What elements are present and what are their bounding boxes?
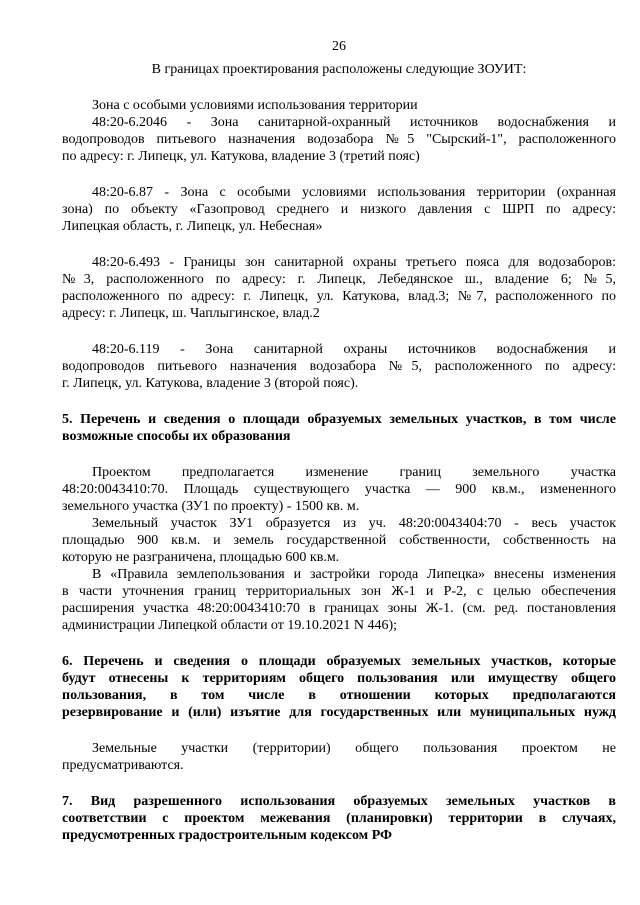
zone3-line: №3, расположенного по адресу: г. Липецк, Лебедянское ш., владение 6; №5,: [62, 272, 616, 287]
zone4-line: водопроводов питьевого назначения водозабора №5, расположенного по адресу:: [62, 359, 616, 374]
section6-heading: резервирование и (или) изъятие для государственных или муниципальных нужд: [62, 705, 616, 720]
section6-heading: 6. Перечень и сведения о площади образуемых земельных участков, которые: [62, 654, 616, 669]
zone2-line: зона) по объекту «Газопровод среднего и низкого давления с ШРП по адресу:: [62, 202, 616, 217]
section7-heading: предусмотренных градостроительным кодексом РФ: [62, 828, 393, 843]
section5-heading: 5. Перечень и сведения о площади образуемых земельных участков, в том числе: [62, 412, 616, 427]
zone3-line: адресу: г. Липецк, ш. Чаплыгинское, влад.2: [62, 306, 320, 321]
section5-para2-line: площадью 900 кв.м. и земель государственной собственности, собственность на: [62, 533, 616, 548]
intro-text: В границах проектирования расположены следующие ЗОУИТ:: [151, 62, 527, 77]
section5-para1-line: Проектом предполагается изменение границ земельного участка: [92, 465, 616, 480]
section6-para-line: Земельные участки (территории) общего пользования проектом не: [92, 741, 616, 756]
zone1-heading: Зона с особыми условиями использования территории: [92, 98, 418, 113]
section5-para3-line: расширения участка 48:20:0043410:70 в границах зоны Ж-1. (см. ред. постановления: [62, 601, 616, 616]
section5-para3-line: в части уточнения границ территориальных зон Ж-1 и Р-2, с целью обеспечения: [62, 584, 616, 599]
zone3-line: расположенного по адресу: г. Липецк, ул. Катукова, влад.3; №7, расположенного по: [62, 289, 616, 304]
zone4-line: 48:20-6.119 - Зона санитарной охраны источников водоснабжения и: [92, 342, 616, 357]
page-number: 26: [332, 39, 346, 54]
zone1-line: по адресу: г. Липецк, ул. Катукова, владение 3 (третий пояс): [62, 149, 420, 164]
section7-heading: соответствии с проектом межевания (планировки) территории в случаях,: [62, 811, 616, 826]
zone1-line: водопроводов питьевого назначения водозабора №5 "Сырский-1", расположенного: [62, 132, 616, 147]
section6-para-line: предусматриваются.: [62, 758, 184, 773]
zone3-line: 48:20-6.493 - Границы зон санитарной охраны третьего пояса для водозаборов:: [92, 255, 616, 270]
zone4-line: г. Липецк, ул. Катукова, владение 3 (второй пояс).: [62, 376, 359, 391]
document-page: [62, 0, 616, 905]
section5-para2-line: Земельный участок ЗУ1 образуется из уч. 48:20:0043404:70 - весь участок: [92, 516, 616, 531]
section6-heading: будут отнесены к территориям общего пользования или имуществу общего: [62, 671, 616, 686]
zone1-line: 48:20-6.2046 - Зона санитарной-охранный источников водоснабжения и: [92, 115, 616, 130]
section5-para2-line: которую не разграничена, площадью 600 кв.м.: [62, 550, 340, 565]
section5-heading: возможные способы их образования: [62, 429, 291, 444]
zone2-line: 48:20-6.87 - Зона с особыми условиями использования территории (охранная: [92, 185, 616, 200]
section6-heading: пользования, в том числе в отношении которых предполагаются: [62, 688, 616, 703]
zone2-line: Липецкая область, г. Липецк, ул. Небесная»: [62, 219, 323, 234]
section5-para1-line: земельного участка (ЗУ1 по проекту) - 1500 кв. м.: [62, 499, 360, 514]
section5-para1-line: 48:20:0043410:70. Площадь существующего участка — 900 кв.м., измененного: [62, 482, 616, 497]
section5-para3-line: администрации Липецкой области от 19.10.2021 N 446);: [62, 618, 398, 633]
section5-para3-line: В «Правила землепользования и застройки города Липецка» внесены изменения: [92, 567, 616, 582]
section7-heading: 7. Вид разрешенного использования образуемых земельных участков в: [62, 794, 616, 809]
